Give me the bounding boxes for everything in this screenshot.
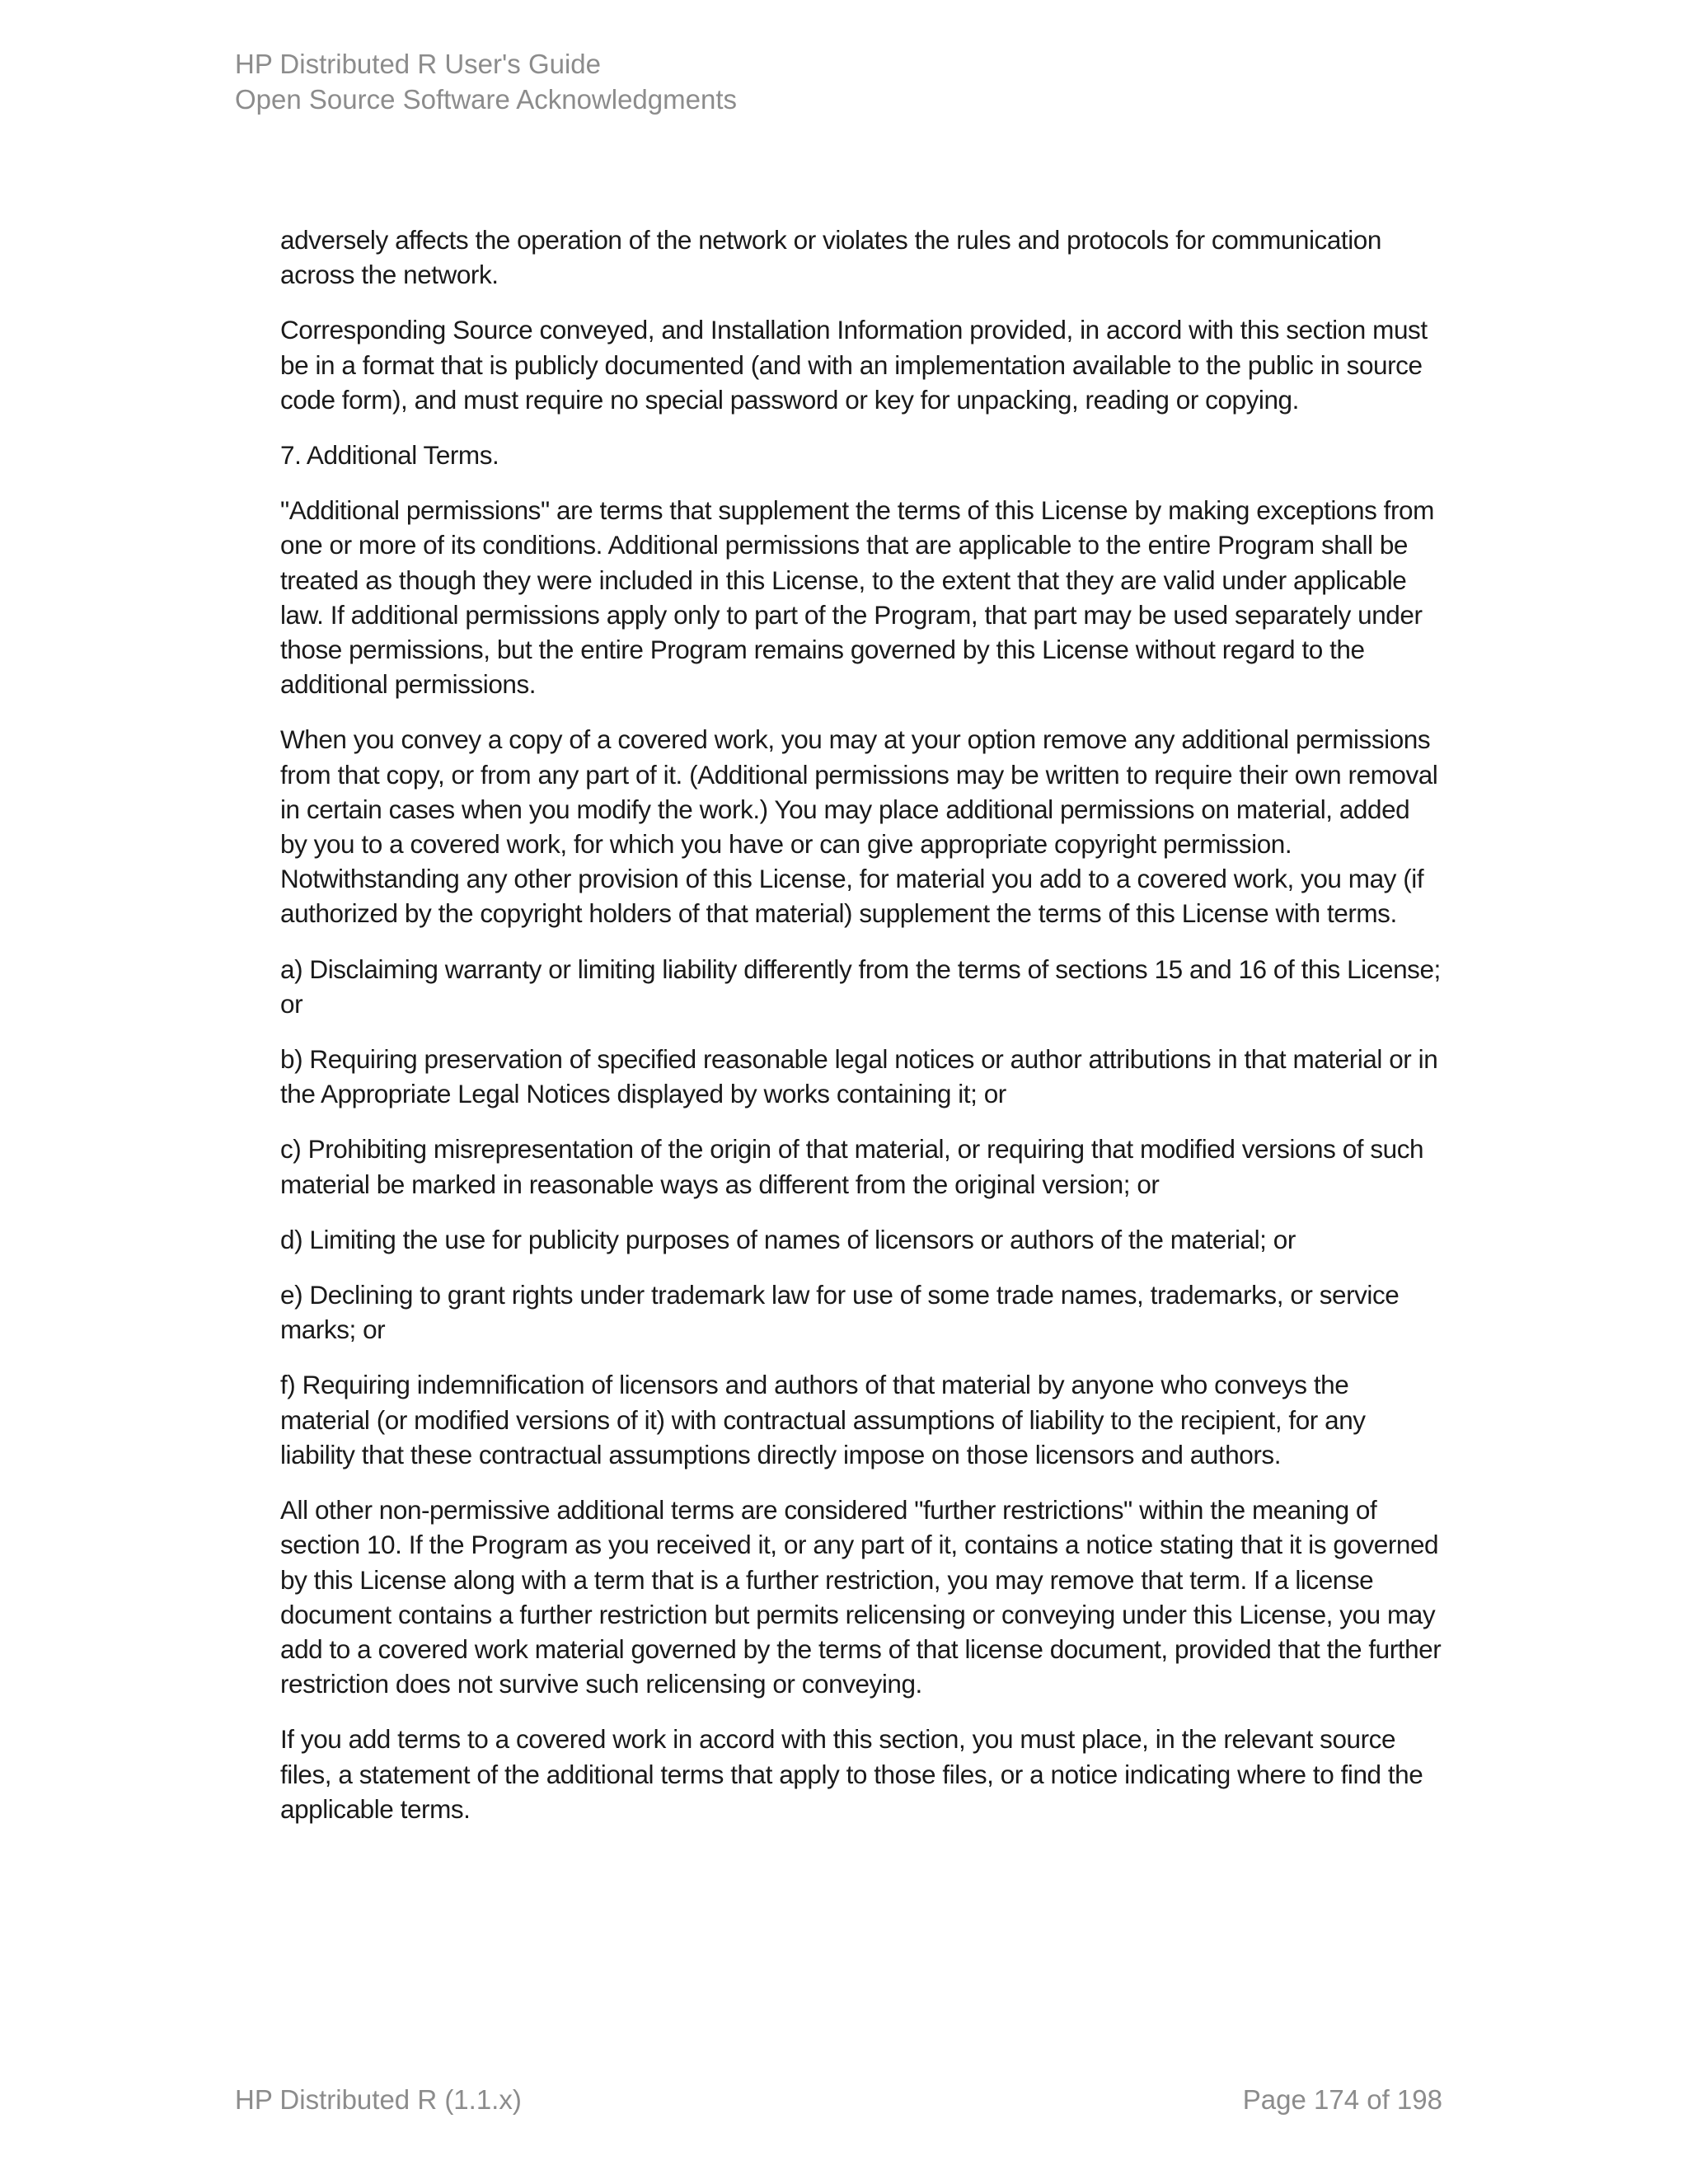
paragraph-corresponding-source-format: Corresponding Source conveyed, and Installation Information provided, in accord with this section must be in a format that is publicly documented (and with an implementation available to the public in source code form), and must require no special password or key for unpacking, reading or copying. [280,315,1428,415]
page-number: Page 174 of 198 [1242,2084,1442,2115]
product-version: HP Distributed R (1.1.x) [235,2084,522,2115]
paragraph-further-restrictions: All other non-permissive additional terms are considered "further restrictions" within the meaning of section 10. If the Program as you received it, or any part of it, contains a notice stating that it is governed by this License along with a term that is a further restriction, you may remove that term. If a license document contains a further restriction but permits relicensing or conveying under this License, you may add to a covered work material governed by the terms of that license document, provided that the further restriction does not survive such relicensing or conveying. [280,1495,1442,1699]
paragraph-adding-terms: If you add terms to a covered work in accord with this section, you must place, in the relevant source files, a statement of the additional terms that apply to those files, or a notice indicating where to find the applicable terms. [280,1724,1423,1824]
list-item-b-legal-notices: b) Requiring preservation of specified reasonable legal notices or author attributions in that material or in the Appropriate Legal Notices displayed by works containing it; or [280,1044,1438,1109]
document-title: HP Distributed R User's Guide [235,49,602,79]
document-body [280,223,1442,1847]
paragraph-additional-permissions-definition: "Additional permissions" are terms that supplement the terms of this License by making exceptions from one or more of its conditions. Additional permissions that are applicable to the entire Program shall be treated as though they were included in this License, to the extent that they are valid under applicable law. If additional permissions apply only to part of the Program, that part may be used separately under those permissions, but the entire Program remains governed by this License without regard to the additional permissions. [280,495,1434,700]
list-item-a-disclaiming-warranty: a) Disclaiming warranty or limiting liability differently from the terms of sections 15 and 16 of this License; or [280,954,1441,1019]
section-heading-additional-terms: 7. Additional Terms. [280,440,499,471]
section-title: Open Source Software Acknowledgments [235,84,738,115]
list-item-e-trademarks: e) Declining to grant rights under trademark law for use of some trade names, trademarks, or service marks; or [280,1280,1400,1345]
paragraph-network-continuation: adversely affects the operation of the network or violates the rules and protocols for communication across the network. [280,225,1381,290]
list-item-c-misrepresentation: c) Prohibiting misrepresentation of the origin of that material, or requiring that modified versions of such material be marked in reasonable ways as different from the original version; or [280,1134,1424,1199]
list-item-f-indemnification: f) Requiring indemnification of licensors and authors of that material by anyone who conveys the material (or modified versions of it) with contractual assumptions of liability to the recipient, for any liability that these contractual assumptions directly impose on those licensors and authors. [280,1370,1366,1469]
list-item-d-publicity: d) Limiting the use for publicity purposes of names of licensors or authors of the material; or [280,1224,1296,1254]
page-header [235,46,737,117]
paragraph-conveying-covered-work: When you convey a copy of a covered work, you may at your option remove any additional permissions from that copy, or from any part of it. (Additional permissions may be written to require their own removal in certain cases when you modify the work.) You may place additional permissions on material, added by you to a covered work, for which you have or can give appropriate copyright permission. Notwithstanding any other provision of this License, for material you add to a covered work, you may (if authorized by the copyright holders of that material) supplement the terms of this License with terms. [280,724,1438,929]
